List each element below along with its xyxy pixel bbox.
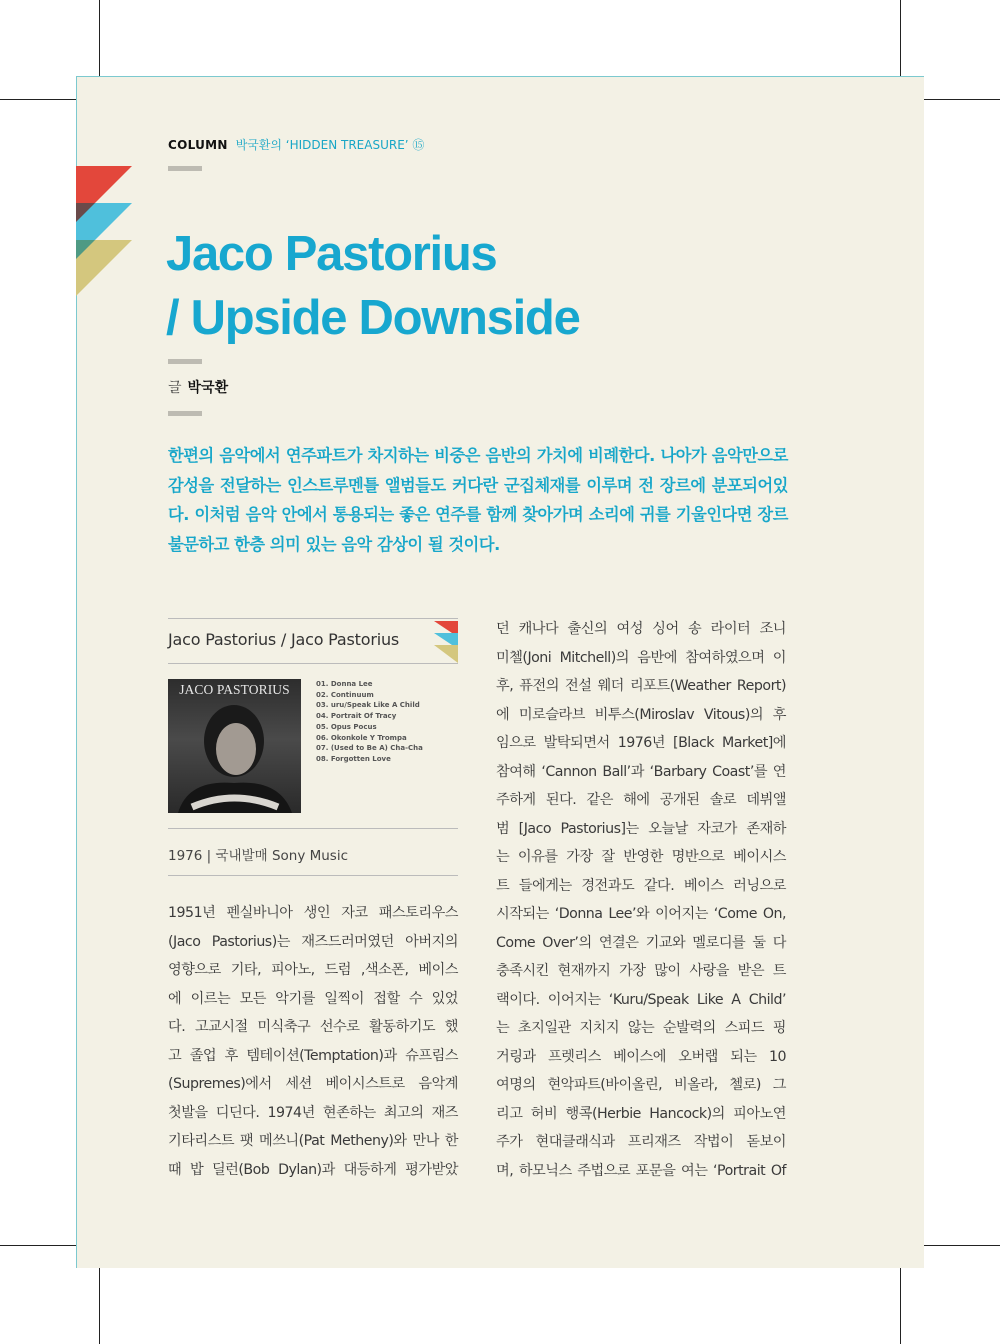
body-line: 며, 하모닉스 주법으로 포문을 여는 ‘Portrait Of: [496, 1162, 786, 1179]
track-item: 08. Forgotten Love: [316, 754, 391, 763]
body-line: 주하게 된다. 같은 해에 공개된 솔로 데뷔앨: [496, 792, 786, 808]
track-item: 01. Donna Lee: [316, 680, 373, 688]
body-line: 에 미로슬라브 비투스(Miroslav Vitous)의 후: [496, 706, 786, 723]
body-line: 는 이유를 가장 잘 반영한 명반으로 베이시스: [496, 849, 786, 865]
body-line: 미첼(Joni Mitchell)의 음반에 참여하였으며 이: [496, 649, 786, 666]
body-line: 고 졸업 후 템테이션(Temptation)과 슈프림스: [168, 1047, 458, 1064]
page-edge-top: [76, 76, 924, 77]
body-line: 1951년 펜실바니아 생인 자코 패스토리우스: [168, 905, 458, 921]
title-line-1: Jaco Pastorius: [166, 227, 497, 281]
divider: [168, 411, 202, 416]
body-column-left: [168, 899, 458, 1184]
decorative-triangles: [76, 166, 134, 296]
title-line-2: / Upside Downside: [166, 291, 580, 345]
divider: [168, 875, 458, 876]
body-line: 리고 허비 행콕(Herbie Hancock)의 피아노연: [496, 1105, 786, 1122]
crop-mark: [99, 0, 100, 76]
body-line: 기타리스트 팻 메쓰니(Pat Metheny)와 만나 한: [168, 1133, 458, 1149]
track-item: 04. Portrait Of Tracy: [316, 712, 397, 721]
album-cover-image: [168, 679, 301, 813]
album-title: Jaco Pastorius / Jaco Pastorius: [168, 630, 400, 649]
body-line: 범 [Jaco Pastorius]는 오늘날 자코가 존재하: [496, 820, 786, 837]
divider: [168, 828, 458, 829]
body-line: (Supremes)에서 세션 베이시스트로 음악계: [168, 1076, 458, 1092]
body-line: 랙이다. 이어지는 ‘Kuru/Speak Like A Child’: [496, 991, 786, 1008]
lead-paragraph: 한편의 음악에서 연주파트가 차지하는 비중은 음반의 가치에 비례한다. 나아가 음악만으로 감성을 전달하는 인스트루멘틀 앨범들도 커다란 군집체재를 이루며 전 장르에 분포되어있다. 이처럼 음악 안에서 통용되는 좋은 연주를 함께 찾아가며 소리에 귀를 기울인다면 장르불문하고 한층 의미 있는 음악 감상이 될 것이다.: [168, 446, 788, 554]
crop-mark: [924, 1245, 1000, 1246]
body-line: 에 이르는 모든 악기를 일찍이 접할 수 있었: [168, 990, 458, 1007]
body-line: 거링과 프렛리스 베이스에 오버랩 되는 10: [496, 1048, 786, 1065]
cover-portrait-icon: [168, 679, 301, 813]
divider: [168, 166, 202, 171]
author-name: 박국환: [187, 380, 229, 396]
column-header: [168, 136, 424, 153]
track-item: 05. Opus Pocus: [316, 722, 377, 731]
crop-mark: [99, 1268, 100, 1344]
divider: [168, 663, 458, 664]
body-line: 충족시킨 현재까지 가장 많이 사랑을 받은 트: [496, 963, 786, 979]
byline: [168, 377, 228, 397]
body-line: 시작되는 ‘Donna Lee’와 이어지는 ‘Come On,: [496, 906, 786, 922]
body-column-right: [496, 615, 786, 1185]
body-line: 참여해 ‘Cannon Ball’과 ‘Barbary Coast’를 연: [496, 763, 786, 780]
column-label: COLUMN: [168, 138, 228, 152]
crop-mark: [0, 1245, 76, 1246]
body-line: (Jaco Pastorius)는 재즈드러머였던 아버지의: [168, 933, 458, 950]
album-cover-title: JACO PASTORIUS: [179, 682, 290, 697]
body-line: 여명의 현악파트(바이올린, 비올라, 첼로) 그: [496, 1077, 786, 1093]
body-line: 던 캐나다 출신의 여성 싱어 송 라이터 조니: [496, 621, 786, 637]
track-item: 03. uru/Speak Like A Child: [316, 701, 420, 710]
body-line: Come Over’의 연결은 기교와 멜로디를 둘 다: [496, 934, 786, 951]
divider: [168, 359, 202, 364]
crop-mark: [0, 99, 76, 100]
body-line: 때 밥 딜런(Bob Dylan)과 대등하게 평가받았: [168, 1161, 458, 1178]
body-line: 주가 현대클래식과 프리재즈 작법이 돋보이: [496, 1134, 786, 1150]
body-line: 첫발을 디딘다. 1974년 현존하는 최고의 재즈: [168, 1104, 458, 1121]
body-line: 임으로 발탁되면서 1976년 [Black Market]에: [496, 735, 786, 751]
track-item: 02. Continuum: [316, 690, 374, 699]
article-title: [166, 222, 580, 350]
body-line: 영향으로 기타, 피아노, 드럼 ,색소폰, 베이스: [168, 962, 458, 978]
divider: [168, 618, 458, 619]
album-flag-icon: [434, 621, 458, 663]
body-line: 는 초지일관 지치지 않는 순발력의 스피드 핑: [496, 1020, 786, 1036]
body-line: 트 들에게는 경전과도 같다. 베이스 러닝으로: [496, 877, 786, 894]
body-line: 다. 고교시절 미식축구 선수로 활동하기도 했: [168, 1019, 458, 1035]
crop-mark: [924, 99, 1000, 100]
track-list: [316, 679, 423, 765]
track-item: 06. Okonkole Y Trompa: [316, 733, 407, 742]
release-info: 1976 | 국내발매 Sony Music: [168, 848, 349, 864]
byline-prefix: 글: [168, 380, 182, 396]
crop-mark: [900, 0, 901, 76]
crop-mark: [900, 1268, 901, 1344]
track-item: 07. (Used to Be A) Cha-Cha: [316, 744, 423, 753]
series-label: 박국환의 ‘HIDDEN TREASURE’ ⑮: [235, 138, 425, 152]
body-line: 후, 퓨전의 전설 웨더 리포트(Weather Report): [496, 678, 786, 694]
